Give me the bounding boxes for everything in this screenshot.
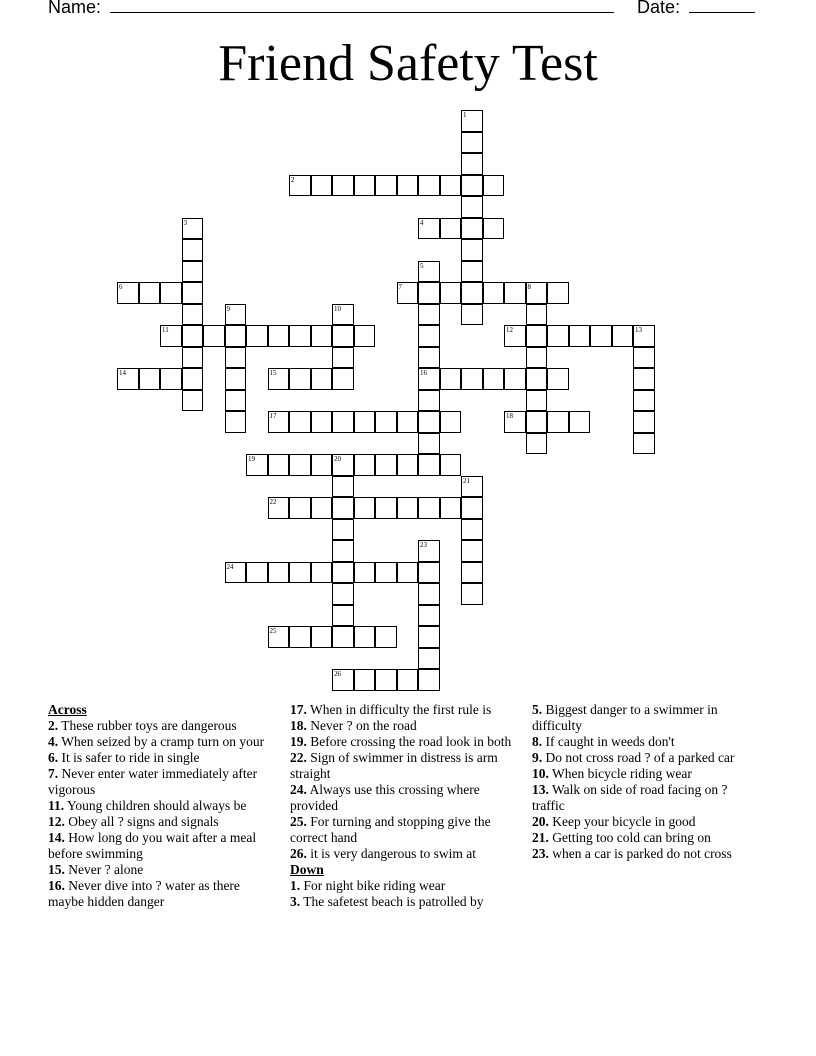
crossword-cell[interactable] [440, 411, 462, 433]
crossword-cell[interactable] [504, 325, 526, 347]
crossword-cell[interactable] [332, 304, 354, 326]
crossword-cell[interactable] [332, 368, 354, 390]
clue-number: 21 [463, 476, 470, 485]
crossword-cell[interactable] [526, 325, 548, 347]
down-clue-5: 5. Biggest danger to a swimmer in difficulty [532, 702, 718, 733]
crossword-cell[interactable] [440, 497, 462, 519]
clue-number: 15 [269, 369, 277, 377]
crossword-cell[interactable] [332, 497, 354, 519]
crossword-cell[interactable] [311, 454, 333, 476]
crossword-cell[interactable] [289, 497, 311, 519]
crossword-cell[interactable] [225, 325, 247, 347]
crossword-cell[interactable] [461, 562, 483, 584]
down-clue-8: 8. If caught in weeds don't [532, 734, 675, 749]
crossword-cell[interactable] [332, 347, 354, 369]
across-heading: Across [48, 702, 87, 717]
crossword-cell[interactable] [311, 497, 333, 519]
crossword-cell[interactable] [311, 368, 333, 390]
crossword-cell[interactable] [547, 325, 569, 347]
crossword-cell[interactable] [311, 325, 333, 347]
crossword-cell[interactable] [418, 218, 440, 240]
clue-number: 11 [162, 326, 169, 334]
across-clue-17: 17. When in difficulty the first rule is [290, 702, 492, 717]
crossword-cell[interactable] [418, 626, 440, 648]
crossword-cell[interactable] [332, 454, 354, 476]
crossword-cell[interactable] [225, 390, 247, 412]
crossword-cell[interactable] [569, 325, 591, 347]
crossword-cell[interactable] [311, 175, 333, 197]
crossword-cell[interactable] [375, 175, 397, 197]
across-clue-18: 18. Never ? on the road [290, 718, 417, 733]
crossword-cell[interactable] [461, 196, 483, 218]
crossword-cell[interactable] [203, 325, 225, 347]
across-clue-16: 16. Never dive into ? water as there maybe hidden danger [48, 878, 240, 909]
crossword-cell[interactable] [397, 282, 419, 304]
crossword-cell[interactable] [117, 282, 139, 304]
crossword-cell[interactable] [526, 282, 548, 304]
clue-number: 25 [269, 627, 277, 635]
name-field[interactable] [110, 0, 614, 13]
crossword-cell[interactable] [160, 368, 182, 390]
crossword-cell[interactable] [461, 175, 483, 197]
crossword-cell[interactable] [354, 562, 376, 584]
crossword-cell[interactable] [526, 390, 548, 412]
crossword-cell[interactable] [526, 433, 548, 455]
crossword-cell[interactable] [160, 282, 182, 304]
crossword-cell[interactable] [182, 368, 204, 390]
crossword-cell[interactable] [461, 476, 483, 498]
crossword-cell[interactable] [332, 476, 354, 498]
crossword-cell[interactable] [332, 562, 354, 584]
crossword-cell[interactable] [440, 282, 462, 304]
crossword-cell[interactable] [332, 411, 354, 433]
crossword-cell[interactable] [418, 347, 440, 369]
crossword-cell[interactable] [311, 562, 333, 584]
clue-number: 8 [527, 283, 531, 291]
across-clue-4: 4. When seized by a cramp turn on your [48, 734, 265, 749]
crossword-cell[interactable] [504, 282, 526, 304]
clue-number: 24 [226, 562, 234, 571]
crossword-cell[interactable] [268, 368, 290, 390]
crossword-cell[interactable] [182, 325, 204, 347]
crossword-cell[interactable] [483, 218, 505, 240]
clue-number: 4 [420, 218, 424, 227]
clue-number: 22 [269, 498, 277, 506]
crossword-cell[interactable] [225, 562, 247, 584]
crossword-cell[interactable] [375, 562, 397, 584]
across-clue-2: 2. These rubber toys are dangerous [48, 718, 237, 733]
crossword-cell[interactable] [289, 626, 311, 648]
crossword-cell[interactable] [547, 368, 569, 390]
clue-number: 9 [226, 304, 230, 313]
crossword-cell[interactable] [289, 454, 311, 476]
crossword-cell[interactable] [418, 175, 440, 197]
crossword-cell[interactable] [461, 583, 483, 605]
crossword-cell[interactable] [461, 497, 483, 519]
crossword-cell[interactable] [418, 540, 440, 562]
down-heading: Down [290, 862, 324, 877]
page-title: Friend Safety Test [218, 35, 598, 92]
down-clue-20: 20. Keep your bicycle in good [532, 814, 696, 829]
crossword-cell[interactable] [225, 347, 247, 369]
down-clue-1: 1. For night bike riding wear [290, 878, 446, 893]
clue-number: 7 [398, 283, 402, 291]
crossword-cell[interactable] [397, 411, 419, 433]
crossword-cell[interactable] [569, 411, 591, 433]
crossword-cell[interactable] [461, 304, 483, 326]
crossword-cell[interactable] [418, 433, 440, 455]
crossword-cell[interactable] [268, 411, 290, 433]
crossword-cell[interactable] [418, 454, 440, 476]
crossword-cell[interactable] [375, 454, 397, 476]
crossword-cell[interactable] [332, 605, 354, 627]
crossword-cell[interactable] [633, 411, 655, 433]
crossword-cell[interactable] [483, 368, 505, 390]
crossword-cell[interactable] [268, 454, 290, 476]
crossword-cell[interactable] [289, 175, 311, 197]
crossword-cell[interactable] [182, 282, 204, 304]
crossword-cell[interactable] [483, 282, 505, 304]
crossword-cell[interactable] [461, 282, 483, 304]
crossword-cell[interactable] [397, 497, 419, 519]
crossword-cell[interactable] [225, 304, 247, 326]
crossword-cell[interactable] [418, 497, 440, 519]
crossword-cell[interactable] [268, 497, 290, 519]
crossword-cell[interactable] [612, 325, 634, 347]
crossword-cell[interactable] [354, 175, 376, 197]
crossword-cell[interactable] [440, 218, 462, 240]
crossword-cell[interactable] [375, 411, 397, 433]
clues-column-2 [290, 702, 512, 910]
crossword-cell[interactable] [182, 261, 204, 283]
crossword-cell[interactable] [418, 304, 440, 326]
date-label: Date: [637, 0, 681, 17]
clue-number: 10 [334, 304, 341, 313]
down-clue-13: 13. Walk on side of road facing on ? traffic [532, 782, 728, 813]
date-field[interactable] [689, 0, 755, 13]
crossword-cell[interactable] [418, 282, 440, 304]
crossword-cell[interactable] [526, 347, 548, 369]
crossword-cell[interactable] [332, 519, 354, 541]
crossword-cell[interactable] [633, 325, 655, 347]
crossword-cell[interactable] [225, 368, 247, 390]
crossword-cell[interactable] [332, 325, 354, 347]
down-clue-9: 9. Do not cross road ? of a parked car [532, 750, 735, 765]
crossword-cell[interactable] [440, 175, 462, 197]
crossword-cell[interactable] [440, 454, 462, 476]
crossword-cell[interactable] [590, 325, 612, 347]
crossword-cell[interactable] [418, 368, 440, 390]
crossword-cell[interactable] [268, 325, 290, 347]
crossword-cell[interactable] [354, 626, 376, 648]
across-clue-14: 14. How long do you wait after a meal before swimming [48, 830, 257, 861]
crossword-cell[interactable] [289, 325, 311, 347]
crossword-cell[interactable] [182, 239, 204, 261]
clues-column-3 [532, 702, 757, 862]
crossword-cell[interactable] [461, 239, 483, 261]
clue-number: 18 [506, 412, 513, 420]
crossword-cell[interactable] [289, 368, 311, 390]
clue-number: 3 [183, 218, 187, 227]
crossword-cell[interactable] [418, 261, 440, 283]
crossword-cell[interactable] [375, 497, 397, 519]
crossword-cell[interactable] [504, 368, 526, 390]
crossword-cell[interactable] [160, 325, 182, 347]
crossword-cell[interactable] [246, 454, 268, 476]
crossword-cell[interactable] [182, 304, 204, 326]
crossword-cell[interactable] [375, 669, 397, 691]
crossword-cell[interactable] [461, 110, 483, 132]
clue-number: 23 [420, 541, 427, 549]
crossword-cell[interactable] [246, 325, 268, 347]
crossword-cell[interactable] [461, 368, 483, 390]
crossword-cell[interactable] [268, 626, 290, 648]
crossword-cell[interactable] [289, 562, 311, 584]
crossword-cell[interactable] [354, 411, 376, 433]
crossword-cell[interactable] [633, 347, 655, 369]
crossword-cell[interactable] [418, 390, 440, 412]
crossword-cell[interactable] [526, 368, 548, 390]
crossword-cell[interactable] [354, 497, 376, 519]
down-clue-10: 10. When bicycle riding wear [532, 766, 692, 781]
crossword-cell[interactable] [461, 540, 483, 562]
across-clue-15: 15. Never ? alone [48, 862, 144, 877]
crossword-cell[interactable] [332, 669, 354, 691]
crossword-cell[interactable] [354, 325, 376, 347]
crossword-cell[interactable] [461, 153, 483, 175]
crossword-cell[interactable] [375, 626, 397, 648]
crossword-cell[interactable] [332, 175, 354, 197]
crossword-cell[interactable] [418, 562, 440, 584]
name-label: Name: [48, 0, 102, 17]
crossword-cell[interactable] [332, 540, 354, 562]
crossword-cell[interactable] [483, 175, 505, 197]
crossword-cell[interactable] [418, 583, 440, 605]
crossword-cell[interactable] [418, 325, 440, 347]
crossword-cell[interactable] [633, 390, 655, 412]
crossword-cell[interactable] [289, 411, 311, 433]
crossword-cell[interactable] [117, 368, 139, 390]
crossword-cell[interactable] [182, 218, 204, 240]
clue-number: 20 [334, 455, 341, 463]
crossword-cell[interactable] [526, 411, 548, 433]
clue-number: 14 [119, 369, 126, 377]
crossword-cell[interactable] [311, 411, 333, 433]
across-clue-22: 22. Sign of swimmer in distress is arm straight [290, 750, 498, 781]
crossword-cell[interactable] [397, 562, 419, 584]
crossword-cell[interactable] [526, 304, 548, 326]
crossword-cell[interactable] [504, 411, 526, 433]
crossword-cell[interactable] [139, 282, 161, 304]
crossword-cell[interactable] [246, 562, 268, 584]
clue-number: 5 [420, 261, 424, 270]
clue-number: 19 [248, 455, 255, 463]
across-clue-11: 11. Young children should always be [48, 798, 247, 813]
crossword-cell[interactable] [225, 411, 247, 433]
name-date-header [48, 0, 768, 19]
crossword-cell[interactable] [332, 583, 354, 605]
crossword-cell[interactable] [182, 390, 204, 412]
crossword-cell[interactable] [547, 282, 569, 304]
clues-column-1 [48, 702, 270, 910]
crossword-cell[interactable] [461, 218, 483, 240]
crossword-cell[interactable] [633, 368, 655, 390]
down-clue-3: 3. The safetest beach is patrolled by [290, 894, 484, 909]
clue-number: 17 [269, 412, 277, 420]
crossword-cell[interactable] [397, 175, 419, 197]
crossword-cell[interactable] [332, 626, 354, 648]
crossword-cell[interactable] [354, 669, 376, 691]
crossword-cell[interactable] [311, 626, 333, 648]
down-clue-21: 21. Getting too cold can bring on [532, 830, 711, 845]
crossword-cell[interactable] [547, 411, 569, 433]
across-clue-26: 26. it is very dangerous to swim at [290, 846, 476, 861]
clue-number: 26 [334, 670, 341, 678]
down-clue-23: 23. when a car is parked do not cross [532, 846, 732, 861]
crossword-cell[interactable] [461, 519, 483, 541]
across-clue-12: 12. Obey all ? signs and signals [48, 814, 219, 829]
crossword-cell[interactable] [461, 261, 483, 283]
crossword-cell[interactable] [397, 669, 419, 691]
across-clue-25: 25. For turning and stopping give the correct hand [290, 814, 491, 845]
clue-number: 1 [463, 111, 467, 119]
across-clue-6: 6. It is safer to ride in single [48, 750, 200, 765]
crossword-cell[interactable] [418, 669, 440, 691]
clue-number: 12 [506, 326, 513, 334]
crossword-cell[interactable] [418, 648, 440, 670]
clue-number: 2 [291, 175, 295, 184]
crossword-cell[interactable] [440, 368, 462, 390]
crossword-cell[interactable] [397, 454, 419, 476]
clue-number: 16 [420, 369, 427, 377]
across-clue-24: 24. Always use this crossing where provided [290, 782, 480, 813]
across-clue-7: 7. Never enter water immediately after vigorous [48, 766, 258, 797]
clue-number: 13 [635, 326, 642, 334]
crossword-cell[interactable] [461, 132, 483, 154]
crossword-cell[interactable] [268, 562, 290, 584]
crossword-cell[interactable] [633, 433, 655, 455]
crossword-cell[interactable] [354, 454, 376, 476]
crossword-cell[interactable] [418, 605, 440, 627]
across-clue-19: 19. Before crossing the road look in both [290, 734, 512, 749]
clue-number: 6 [119, 283, 123, 291]
crossword-cell[interactable] [418, 411, 440, 433]
crossword-cell[interactable] [182, 347, 204, 369]
crossword-cell[interactable] [139, 368, 161, 390]
